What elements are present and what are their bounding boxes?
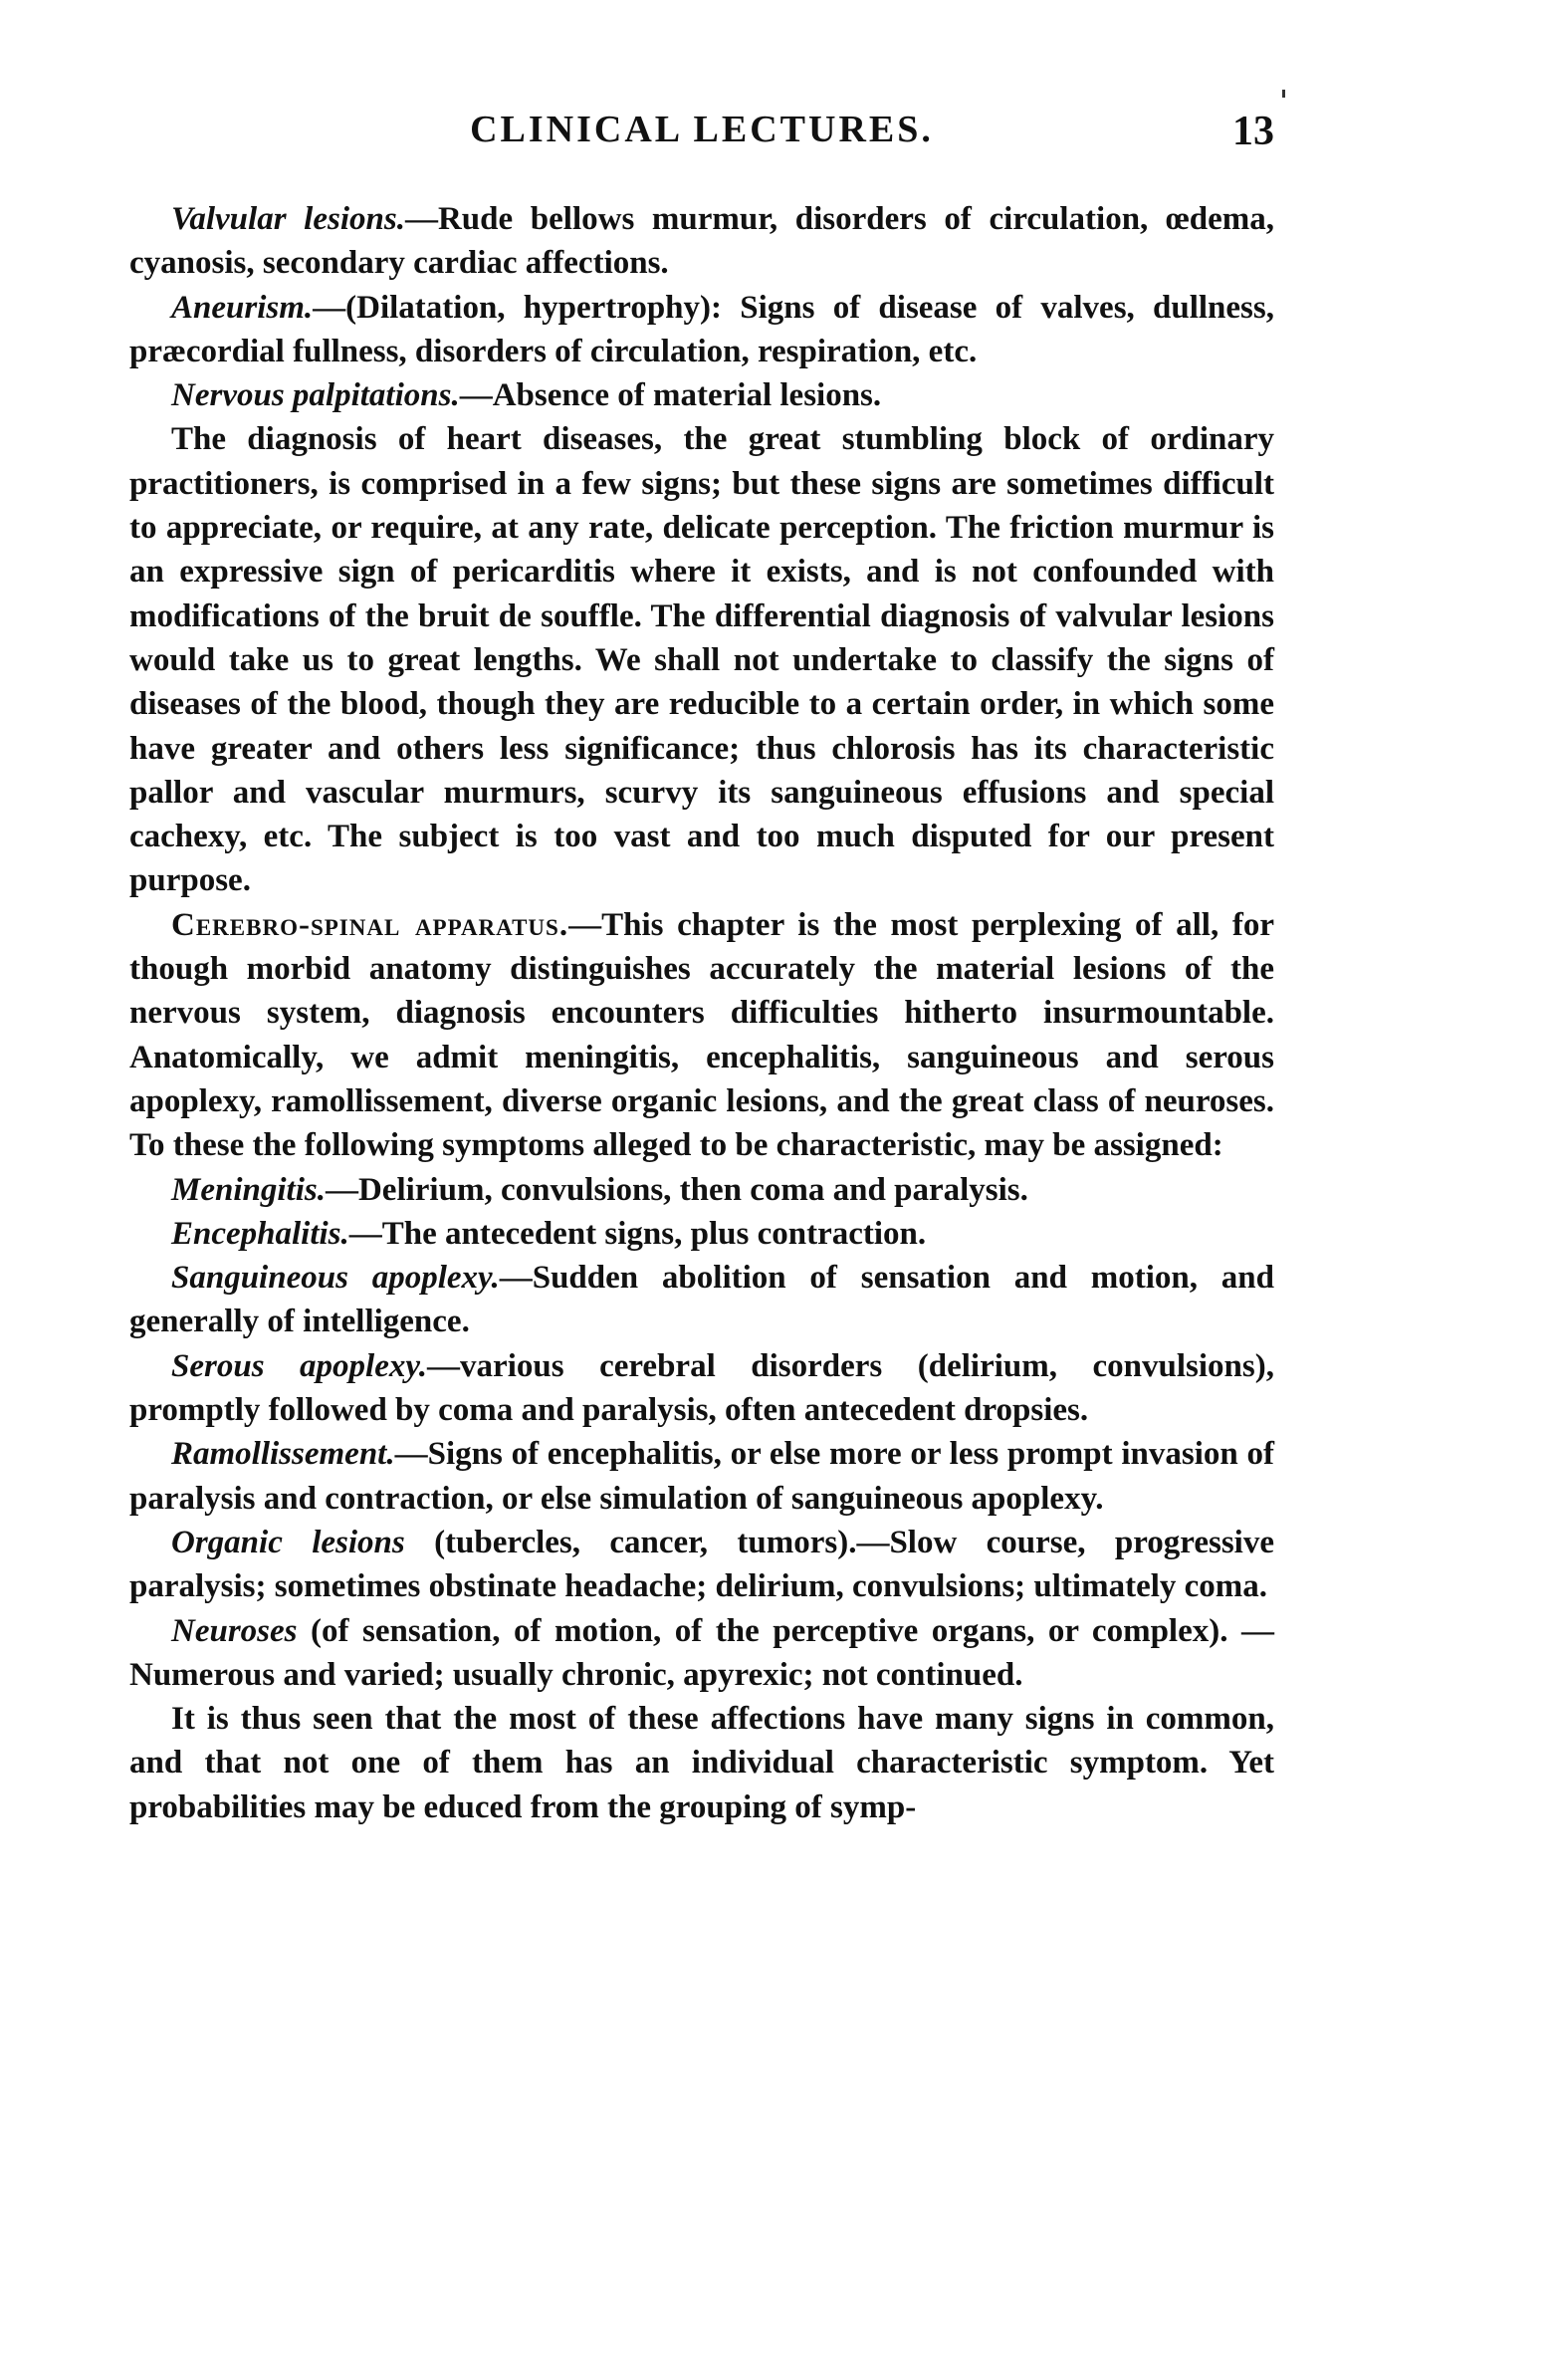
paragraph-text: —Signs of encephalitis, or else more or less prompt invasion of paralysis and contraction, or else simulation of sanguineous apoplexy. — [129, 1436, 1274, 1517]
paragraph-text: —Absence of material lesions. — [459, 377, 882, 414]
paragraph-text: —This chapter is the most perplexing of all, for though morbid anatomy distinguishes accurately the material lesions of the nervous system, diagnosis encounters difficulties hitherto insurmountable. Anatomically, we admit meningitis, encephalitis, sanguineous and serous apoplexy, ramollissement, diverse organic lesions, and the great class of neuroses. To these the following symptoms alleged to be characteristic, may be assigned: — [129, 906, 1275, 1164]
paragraph-text: —The antecedent signs, plus contraction. — [348, 1215, 927, 1252]
term: Neuroses — [171, 1612, 298, 1649]
running-title: CLINICAL LECTURES. — [470, 109, 934, 150]
term: Nervous palpitations. — [171, 377, 460, 414]
term: Organic lesions — [171, 1524, 405, 1560]
paragraph-valvular-lesions — [129, 197, 1274, 286]
term: Ramollissement. — [171, 1436, 395, 1473]
paragraph-neuroses — [129, 1609, 1274, 1698]
margin-mark — [1282, 90, 1285, 98]
term: Serous apoplexy. — [171, 1347, 428, 1384]
paragraph-text: The diagnosis of heart diseases, the great stumbling block of ordinary practitioners, is comprised in a few signs; but these signs are sometimes difficult to appreciate, or require, at any rate, delicate perception. The friction murmur is an expressive sign of pericarditis where it exists, and is not confounded with modifications of the bruit de souffle. The differential diagnosis of valvular lesions would take us to great lengths. We shall not undertake to classify the signs of diseases of the blood, though they are reducible to a certain order, in which some have greater and others less significance; thus chlorosis has its characteristic pallor and vascular murmurs, scurvy its sanguineous effusions and special cachexy, etc. The subject is too vast and too much disputed for our present purpose. — [129, 421, 1274, 899]
term: Valvular lesions. — [171, 201, 405, 237]
running-head — [129, 108, 1274, 167]
page-number: 13 — [1232, 109, 1274, 154]
paragraph-text: —Rude bellows murmur, disorders of circulation, œdema, cyanosis, secondary cardiac affections. — [129, 201, 1275, 282]
section-heading: Cerebro-spinal apparatus. — [171, 906, 569, 943]
paragraph-text: —Delirium, convulsions, then coma and paralysis. — [325, 1171, 1028, 1208]
paragraph-nervous-palpitations — [129, 373, 1274, 417]
paragraph-cerebro-spinal — [129, 903, 1274, 1168]
paragraph-sanguineous-apoplexy — [129, 1256, 1274, 1344]
paragraph-meningitis — [129, 1168, 1274, 1212]
paragraph-organic-lesions — [129, 1521, 1274, 1609]
paragraph-ramollissement — [129, 1432, 1274, 1521]
paragraph-encephalitis — [129, 1212, 1274, 1256]
paragraph-aneurism — [129, 286, 1274, 374]
paragraph-text: —Sudden abolition of sensation and motion, and generally of intelligence. — [129, 1260, 1274, 1340]
paragraph-text: —various cerebral disorders (delirium, convulsions), promptly followed by coma and paralysis, often antecedent dropsies. — [129, 1347, 1274, 1429]
paragraph-text: —(Dilatation, hypertrophy): Signs of disease of valves, dullness, præcordial fullness, disorders of circulation, respiration, etc. — [129, 289, 1274, 369]
paragraph-conclusion — [129, 1697, 1274, 1829]
body-text — [129, 197, 1274, 1829]
term: Encephalitis. — [171, 1215, 349, 1252]
term: Aneurism. — [171, 289, 314, 326]
term: Sanguineous apoplexy. — [171, 1260, 500, 1297]
paragraph-text: (of sensation, of motion, of the perceptive organs, or complex). —Numerous and varied; usually chronic, apyrexic; not continued. — [129, 1612, 1274, 1693]
paragraph-serous-apoplexy — [129, 1344, 1274, 1433]
paragraph-heart-diagnosis — [129, 417, 1274, 902]
paragraph-text: It is thus seen that the most of these affections have many signs in common, and that not one of them has an individual characteristic symptom. Yet probabilities may be educed from the grouping of symp- — [129, 1701, 1274, 1825]
term: Meningitis. — [171, 1171, 326, 1208]
paragraph-text: (tubercles, cancer, tumors).—Slow course, progressive paralysis; sometimes obstinate headache; delirium, convulsions; ultimately coma. — [129, 1524, 1274, 1605]
